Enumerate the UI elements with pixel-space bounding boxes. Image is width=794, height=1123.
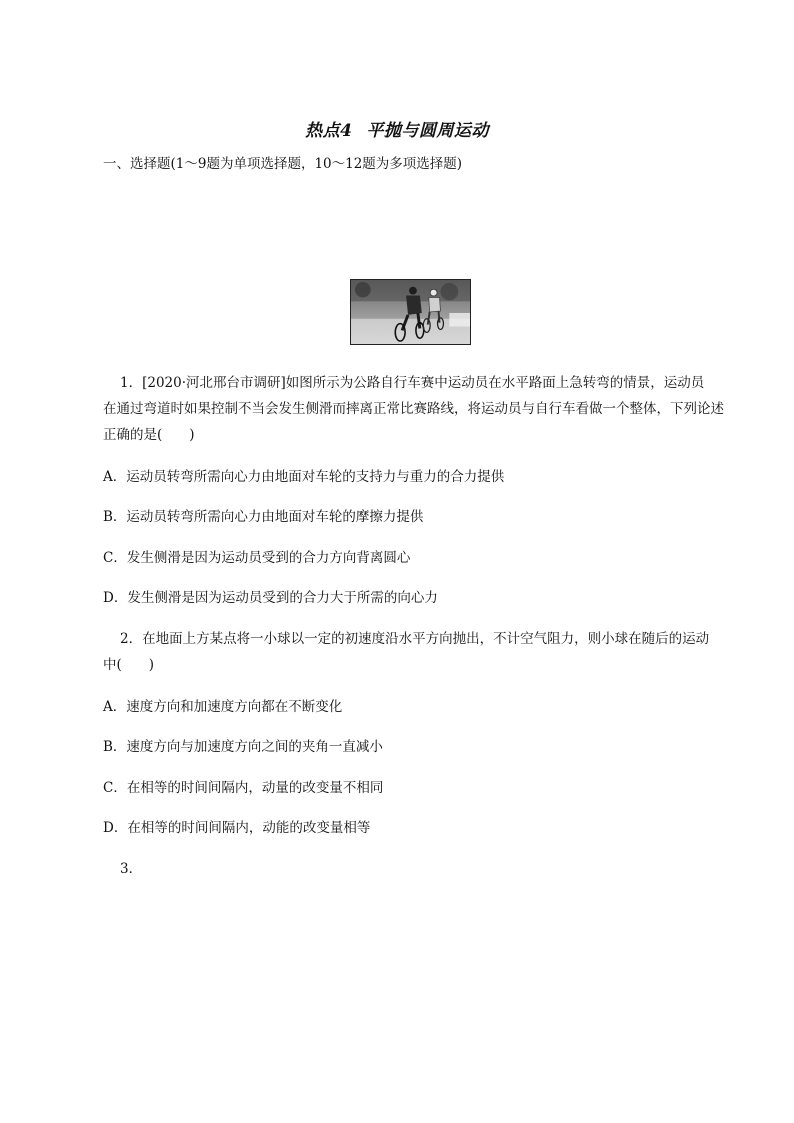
question-2-option-c: C．在相等的时间间隔内，动量的改变量不相同: [103, 780, 384, 796]
question-1-option-d: D．发生侧滑是因为运动员受到的合力大于所需的向心力: [103, 590, 438, 606]
question-1-stem-line-3: 正确的是( ): [103, 427, 195, 443]
question-2-option-b: B．速度方向与加速度方向之间的夹角一直减小: [103, 739, 383, 755]
title-main: 热点4: [305, 121, 353, 141]
question-1-option-b: B．运动员转弯所需向心力由地面对车轮的摩擦力提供: [103, 509, 424, 525]
question-1-stem-line-1: 1．[2020·河北邢台市调研]如图所示为公路自行车赛中运动员在水平路面上急转弯的情景，运动员: [120, 375, 705, 391]
question-2-stem-line-2: 中( ): [103, 657, 155, 673]
question-2-option-a: A．速度方向和加速度方向都在不断变化: [103, 699, 343, 715]
title-subtitle: 平抛与圆周运动: [366, 121, 489, 141]
question-2-stem-line-1: 2．在地面上方某点将一小球以一定的初速度沿水平方向抛出，不计空气阻力，则小球在随后的运动: [120, 631, 710, 647]
cyclist-photo-image: [351, 280, 470, 344]
question-1-option-a: A．运动员转弯所需向心力由地面对车轮的支持力与重力的合力提供: [103, 469, 505, 485]
question-2-option-d: D．在相等的时间间隔内，动能的改变量相等: [103, 820, 371, 836]
section-heading: 一、选择题(1～9题为单项选择题，10～12题为多项选择题): [103, 156, 463, 172]
question-1-option-c: C．发生侧滑是因为运动员受到的合力方向背离圆心: [103, 550, 411, 566]
question-2-number: 2．: [120, 631, 143, 647]
page-title: [0, 116, 794, 141]
cyclist-photo: [350, 279, 471, 345]
question-1-stem-line-2: 在通过弯道时如果控制不当会发生侧滑而摔离正常比赛路线，将运动员与自行车看做一个整体，下列论述: [103, 401, 724, 417]
question-3-number: 3．: [120, 861, 143, 877]
question-1-number: 1．: [120, 375, 143, 391]
